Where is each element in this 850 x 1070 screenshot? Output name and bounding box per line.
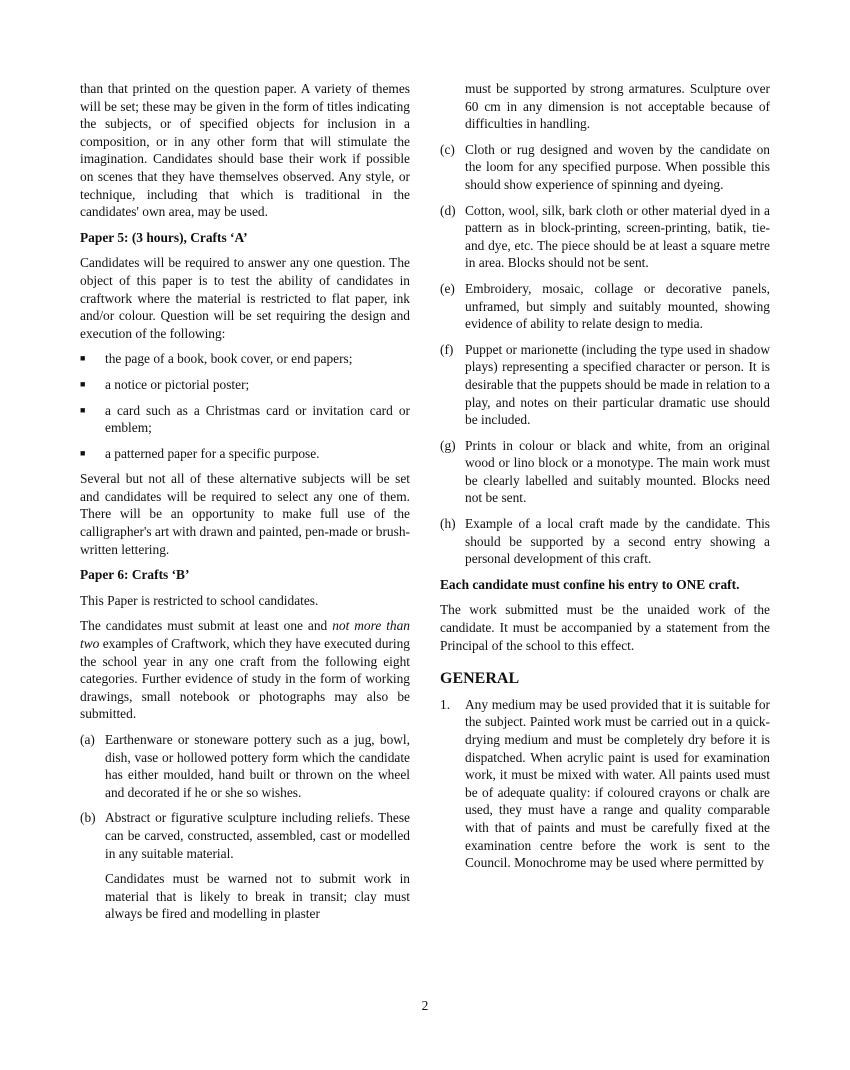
warned-paragraph: Candidates must be warned not to submit work in material that is likely to break in transit; clay must always be fired and modelling in plaster <box>105 871 410 922</box>
bullet-icon: ■ <box>80 378 86 389</box>
item-label: 1. <box>440 696 451 712</box>
item-label: (b) <box>80 810 96 826</box>
unaided-paragraph: The work submitted must be the unaided work of the candidate. It must be accompanied by a statement from the Principal of the school to this effect. <box>440 602 770 653</box>
category-item-b <box>80 809 410 862</box>
category-item-e <box>440 280 770 333</box>
bullet-text: the page of a book, book cover, or end papers; <box>105 351 353 367</box>
item-text: Cloth or rug designed and woven by the candidate on the loom for any specified purpose. When possible this should show experience of spinning and dyeing. <box>465 141 770 192</box>
submit-emphasis: not more than two <box>80 618 410 652</box>
category-item-d <box>440 202 770 272</box>
intro-paragraph: than that printed on the question paper. A variety of themes will be set; these may be given in the form of titles indicating the subjects, or of specified objects for inclusion in a composition, or in any other form that will stimulate the imagination. Candidates should base their work if possible on scenes that they have themselves observed. Any style, or technique, including that which is traditional in the candidates' own area, may be used. <box>80 81 410 220</box>
item-text: Any medium may be used provided that it is suitable for the subject. Painted work must be carried out in a quick-drying medium and must be completely dry before it is dispatched. When acrylic paint is used for examination work, it must be mixed with water. All paints used must be of adequate quality: if coloured crayons or chalk are used, they must have a range and quality comparable with that of paints and must be carefully fixed at the examination centre before the work is sent to the Council. Monochrome may be used where permitted by <box>465 696 770 871</box>
bullet-icon: ■ <box>80 404 86 415</box>
item-text: Abstract or figurative sculpture including reliefs. These can be carved, constructed, assembled, cast or modelled in any suitable material. <box>105 810 410 861</box>
item-label: (c) <box>440 141 455 157</box>
category-item-h <box>440 515 770 568</box>
category-item-f <box>440 341 770 429</box>
page-number: 2 <box>421 998 429 1013</box>
item-label: (f) <box>440 341 454 357</box>
item-label: (d) <box>440 202 456 218</box>
bullet-item <box>80 402 410 437</box>
item-label: (g) <box>440 437 456 453</box>
item-text: Prints in colour or black and white, from an original wood or lino block or a monotype. The main work must be clearly labelled and suitably mounted. Blocks need not be sent. <box>465 437 770 506</box>
left-column <box>80 80 410 931</box>
item-label: (e) <box>440 280 455 296</box>
general-heading: GENERAL <box>440 670 520 688</box>
bullet-icon: ■ <box>80 353 86 364</box>
item-label: (h) <box>440 516 456 532</box>
bullet-text: a notice or pictorial poster; <box>105 376 250 392</box>
category-item-a <box>80 731 410 801</box>
bullet-item <box>80 376 410 394</box>
submit-paragraph <box>80 617 410 723</box>
bullet-item <box>80 350 410 368</box>
bullet-text: a patterned paper for a specific purpose. <box>105 445 320 461</box>
continuation-paragraph: must be supported by strong armatures. Sculpture over 60 cm in any dimension is not acceptable because of difficulties in handling. <box>465 81 770 132</box>
bullet-icon: ■ <box>80 447 86 458</box>
paper5-heading: Paper 5: (3 hours), Crafts ‘A’ <box>80 229 248 245</box>
item-text: Cotton, wool, silk, bark cloth or other material dyed in a pattern as in block-printing, screen-printing, batik, tie-and dye, etc. The piece should be at least a square metre in area. Blocks should not be sent. <box>465 202 770 271</box>
paper5-paragraph: Candidates will be required to answer any one question. The object of this paper is to test the ability of candidates in craftwork where the material is restricted to flat paper, ink and/or colour. Question will be set requiring the design and execution of the following: <box>80 255 410 341</box>
bullet-item <box>80 445 410 463</box>
general-item-1 <box>440 696 770 872</box>
category-item-g <box>440 437 770 507</box>
bullet-text: a card such as a Christmas card or invitation card or emblem; <box>105 402 410 436</box>
submit-text-end: examples of Craftwork, which they have executed during the school year in any one craft from the following eight categories. Further evidence of study in the form of working drawings, small notebook or photographs may also be submitted. <box>80 636 410 722</box>
item-text: Earthenware or stoneware pottery such as a jug, bowl, dish, vase or hollowed pottery form which the candidate has either moulded, hand built or thrown on the wheel and decorated if he or she so wishes. <box>105 732 410 800</box>
item-text: Puppet or marionette (including the type used in shadow plays) representing a specified character or person. It is desirable that the puppets should be made in relation to a play, and notes on their particular dramatic use should be included. <box>465 341 770 428</box>
item-text: Embroidery, mosaic, collage or decorative panels, unframed, but simply and suitably mounted, showing evidence of ability to relate design to media. <box>465 280 770 332</box>
item-text: Example of a local craft made by the candidate. This should be supported by a second entry showing a personal development of this craft. <box>465 516 770 567</box>
submit-text-start: The candidates must submit at least one and <box>80 618 333 634</box>
right-column <box>440 80 770 880</box>
item-label: (a) <box>80 732 95 747</box>
confine-paragraph: Each candidate must confine his entry to ONE craft. <box>440 576 740 592</box>
several-paragraph: Several but not all of these alternative subjects will be set and candidates will be required to select any one of them. There will be an opportunity to make full use of the calligrapher's art with drawn and painted, pen-made or brush-written lettering. <box>80 471 410 557</box>
paper6-heading: Paper 6: Crafts ‘B’ <box>80 567 190 583</box>
category-item-c <box>440 141 770 194</box>
restricted-paragraph: This Paper is restricted to school candidates. <box>80 592 319 608</box>
